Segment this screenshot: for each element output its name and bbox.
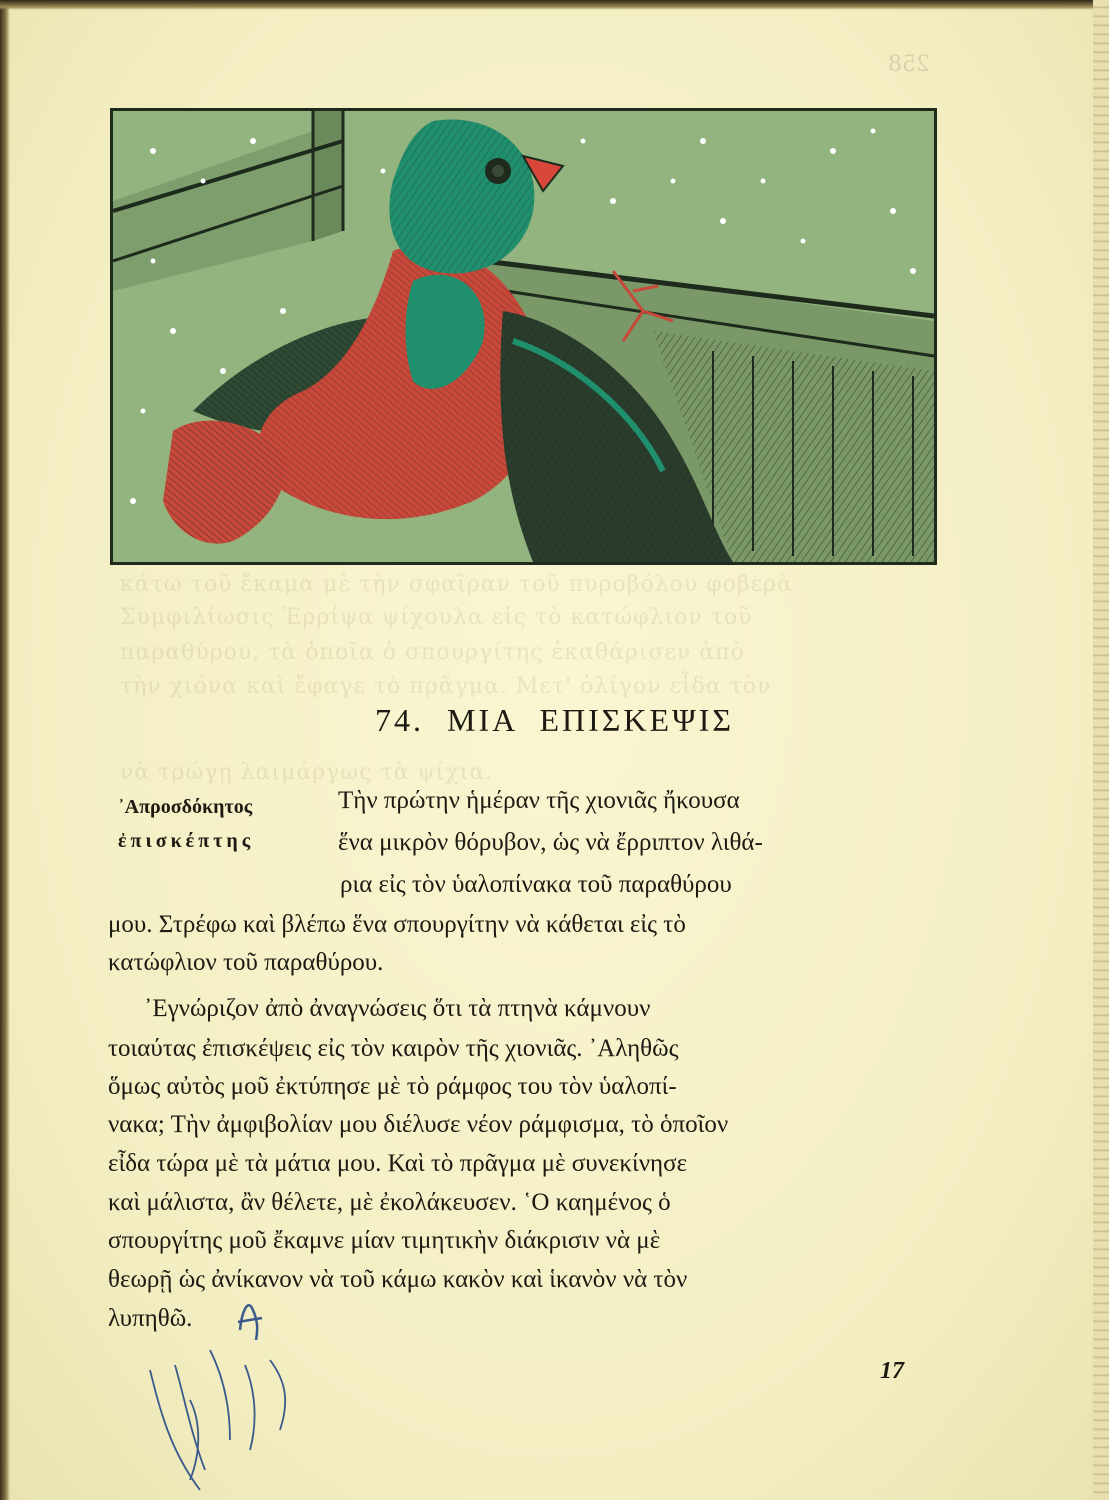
text-line: Τὴν πρώτην ἡμέραν τῆς χιονιᾶς ἤκουσα [338,787,740,814]
show-through-text: παραθύρου, τὰ ὁποῖα ὁ σπουργίτης ἐκαθάρισεν ἀπὸ [120,640,745,665]
show-through-text: νὰ τρώγῃ λαιμάργως τὰ ψίχια. [120,760,494,785]
page-edge-left [0,0,10,1500]
text-line: καὶ μάλιστα, ἂν θέλετε, μὲ ἐκολάκευσεν. ῾Ο καημένος ὁ [108,1189,671,1216]
text-line: σπουργίτης μοῦ ἔκαμνε μίαν τιμητικὴν διάκρισιν νὰ μὲ [108,1227,661,1254]
text-line: μου. Στρέφω καὶ βλέπω ἕνα σπουργίτην νὰ κάθεται εἰς τὸ [108,911,686,938]
text-line: εἶδα τώρα μὲ τὰ μάτια μου. Καὶ τὸ πρᾶγμα μὲ συνεκίνησε [108,1150,688,1177]
text-line: ᾿Εγνώριζον ἀπὸ ἀναγνώσεις ὅτι τὰ πτηνὰ κάμνουν [144,995,651,1022]
page-title: 74. ΜΙΑ ΕΠΙΣΚΕΨΙΣ [375,702,734,738]
page-number: 17 [880,1358,904,1384]
show-through-page-number: 258 [888,52,930,77]
pencil-marks [130,1290,330,1500]
text-line: τοιαύτας ἐπισκέψεις εἰς τὸν καιρὸν τῆς χιονιᾶς. ᾿Αληθῶς [108,1035,679,1062]
page-edge-top [0,0,1109,10]
text-line: λυπηθῶ. [108,1305,193,1332]
text-line: νακα; Τὴν ἀμφιβολίαν μου διέλυσε νέον ράμφισμα, τὸ ὁποῖον [108,1111,729,1138]
show-through-text: Συμφιλίωσις Ἐρρίψα ψίχουλα εἰς τὸ κατώφλιον τοῦ [120,605,753,630]
page-edge-right [1093,0,1109,1500]
show-through-text: τὴν χιόνα καὶ ἔφαγε τὸ πρᾶγμα. Μετ' ὀλίγον εἶδα τὸν [120,674,772,699]
text-line: κατώφλιον τοῦ παραθύρου. [108,949,384,976]
text-line: ὅμως αὐτὸς μοῦ ἐκτύπησε μὲ τὸ ράμφος του τὸν ὑαλοπί- [108,1073,677,1100]
sparrow-drawing [113,111,934,562]
text-line: ἕνα μικρὸν θόρυβον, ὡς νὰ ἔρριπτον λιθά- [338,829,763,856]
text-line: θεωρῇ ὡς ἀνίκανον νὰ τοῦ κάμω κακὸν καὶ ἱκανὸν νὰ τὸν [108,1266,688,1293]
text-line: ρια εἰς τὸν ὑαλοπίνακα τοῦ παραθύρου [340,871,732,898]
margin-heading-line: ᾿Απροσδόκητος [118,796,253,818]
margin-heading-line: ἐπισκέπτης [118,830,255,852]
handwritten-letter: A [243,1330,244,1331]
sparrow-illustration [110,108,937,565]
show-through-text: κάτω τοῦ ἔκαμα μὲ τὴν σφαῖραν τοῦ πυροβόλου φοβερὰ [120,572,793,597]
margin-heading [118,790,328,858]
